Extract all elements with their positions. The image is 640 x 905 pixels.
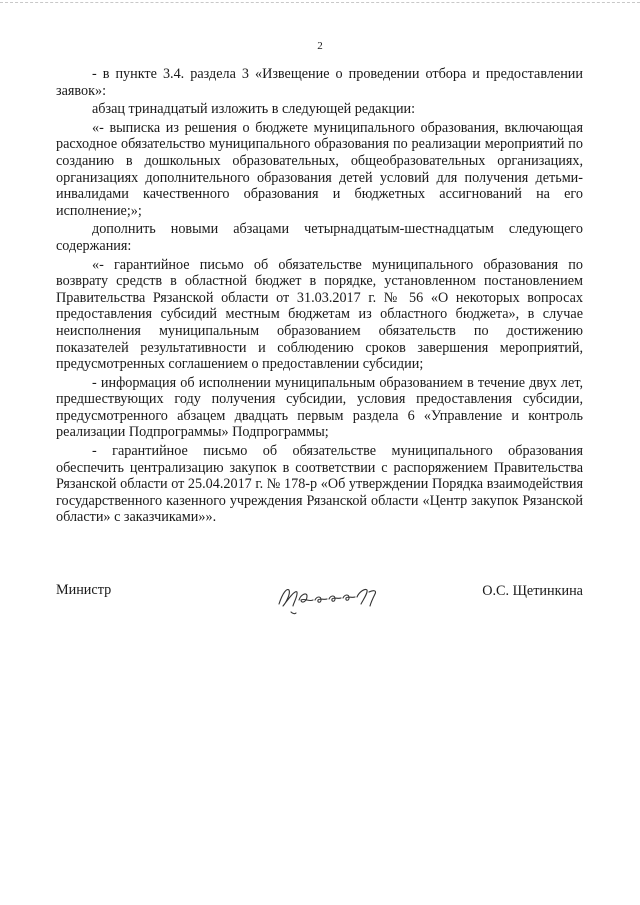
paragraph-6: - информация об исполнении муниципальным образованием в течение двух лет, предшествующих году получения субсидии, условия предоставления субсидии, предусмотренного абзацем двадцать первым раздела 6 «Управление и контроль реализации Подпрограммы» Подпрограммы;: [56, 374, 583, 441]
signatory-title: Министр: [56, 582, 112, 598]
page-top-edge: [0, 2, 640, 4]
signatory-name: О.С. Щетинкина: [482, 583, 583, 599]
paragraph-3: «- выписка из решения о бюджете муниципального образования, включающая расходное обязательство муниципального образования по реализации мероприятий по созданию в дошкольных образовательных, общеобразовательных организациях, организациях дополнительного образования детей условий для получения детьми-инвалидами качественного образования и бюджетных ассигнований на его исполнение;»;: [56, 119, 583, 219]
paragraph-5: «- гарантийное письмо об обязательстве муниципального образования по возврату средств в областной бюджет в порядке, установленном постановлением Правительства Рязанской области от 31.03.2017 г. № 56 «О некоторых вопросах предоставления субсидий местным бюджетам из областного бюджета», в случае неисполнения муниципальным образованием обязательств по достижению показателей результативности и соблюдению сроков завершения мероприятий, предусмотренных соглашением о предоставлении субсидии;: [56, 256, 583, 373]
handwritten-signature-icon: [271, 578, 401, 618]
paragraph-7: - гарантийное письмо об обязательстве муниципального образования обеспечить централизацию закупок в соответствии с распоряжением Правительства Рязанской области от 25.04.2017 г. № 178-р «Об утверждении Порядка взаимодействия государственного казенного учреждения Рязанской области «Центр закупок Рязанской области» с заказчиками»».: [56, 443, 583, 526]
page-number: 2: [317, 40, 323, 52]
paragraph-4: дополнить новыми абзацами четырнадцатым-шестнадцатым следующего содержания:: [56, 221, 583, 254]
document-body: [56, 66, 583, 528]
signature-block: [56, 582, 583, 622]
paragraph-1: - в пункте 3.4. раздела 3 «Извещение о проведении отбора и предоставлении заявок»:: [56, 66, 583, 99]
paragraph-2: абзац тринадцатый изложить в следующей редакции:: [92, 101, 416, 118]
